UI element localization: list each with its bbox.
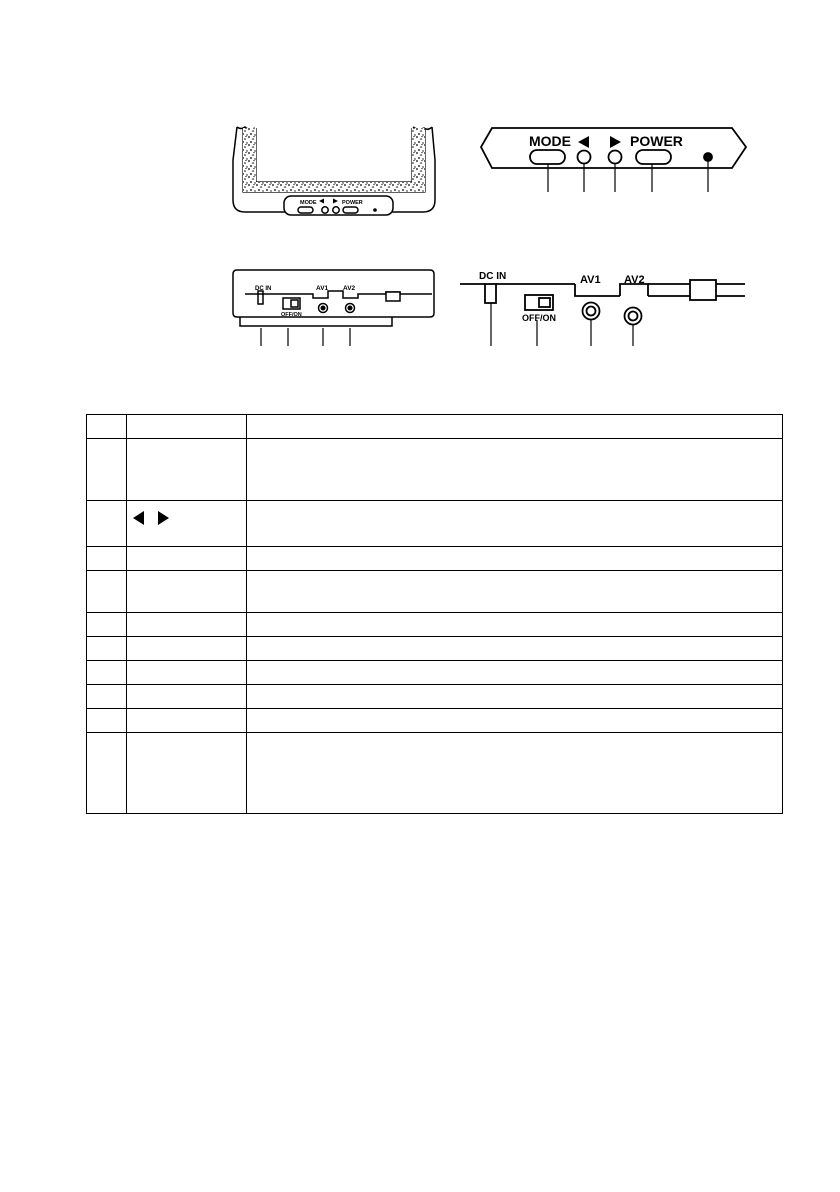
table-row: [87, 709, 783, 733]
table-cell-num: [87, 685, 127, 709]
table-cell-desc: [247, 547, 783, 571]
table-row: [87, 685, 783, 709]
small-power-label: POWER: [342, 200, 363, 206]
table-cell-name: [127, 733, 247, 814]
front-view-small: [233, 127, 435, 215]
large-power-label: POWER: [630, 133, 683, 149]
table-cell-name: [127, 613, 247, 637]
table-row: [87, 613, 783, 637]
triangle-left-icon: [133, 511, 144, 525]
mode-button[interactable]: [530, 150, 565, 164]
device-diagrams: [0, 0, 840, 400]
table-cell-name: [127, 439, 247, 501]
table-row: [87, 415, 783, 439]
table-cell-desc: [247, 439, 783, 501]
right-button[interactable]: [609, 151, 622, 164]
large-av1-label: AV1: [580, 274, 601, 286]
small-av2-label: AV2: [343, 285, 356, 292]
diagram-area: [0, 0, 840, 400]
table-cell-num: [87, 709, 127, 733]
power-button[interactable]: [636, 150, 671, 164]
controls-table: [86, 414, 783, 814]
dc-in-jack[interactable]: [485, 284, 496, 303]
table-cell-num: [87, 571, 127, 613]
triangle-right-icon: [158, 511, 169, 525]
table-cell-desc: [247, 571, 783, 613]
table-cell-num: [87, 613, 127, 637]
table-cell-num: [87, 415, 127, 439]
indicator-led: [704, 153, 712, 161]
table-cell-num: [87, 661, 127, 685]
table-cell-desc: [247, 613, 783, 637]
table-cell-name: [127, 637, 247, 661]
small-switch-label: OFF/ON: [281, 312, 302, 318]
table-row: [87, 733, 783, 814]
large-av2-label: AV2: [624, 274, 645, 286]
table-cell-num: [87, 637, 127, 661]
large-dc-in-label: DC IN: [479, 271, 507, 282]
small-mode-label: MODE: [300, 200, 317, 206]
table-cell-name: [127, 415, 247, 439]
table-row: [87, 571, 783, 613]
table-row: [87, 661, 783, 685]
large-mode-label: MODE: [529, 133, 571, 149]
table-cell-desc: [247, 733, 783, 814]
large-left-arrow-icon: [578, 136, 589, 148]
table-row: [87, 501, 783, 547]
small-dc-in-label: DC IN: [255, 286, 272, 292]
table-cell-desc: [247, 685, 783, 709]
side-panel-large: [460, 280, 745, 346]
table-cell-name: [127, 709, 247, 733]
table-cell-name: [127, 501, 247, 547]
table-cell-desc: [247, 501, 783, 547]
table-cell-num: [87, 547, 127, 571]
table-cell-desc: [247, 709, 783, 733]
side-view-small: [233, 270, 434, 346]
large-right-arrow-icon: [610, 136, 621, 148]
small-av1-label: AV1: [316, 285, 329, 292]
left-button[interactable]: [578, 151, 591, 164]
table-cell-name: [127, 661, 247, 685]
table-cell-desc: [247, 637, 783, 661]
table-row: [87, 637, 783, 661]
large-switch-label: OFF/ON: [522, 313, 556, 323]
table-cell-num: [87, 733, 127, 814]
table-cell-num: [87, 439, 127, 501]
table-cell-name: [127, 571, 247, 613]
table-row: [87, 547, 783, 571]
table-row: [87, 439, 783, 501]
av1-jack[interactable]: [583, 303, 600, 320]
av2-jack[interactable]: [625, 308, 642, 325]
table-cell-desc: [247, 415, 783, 439]
table-cell-name: [127, 685, 247, 709]
table-cell-num: [87, 501, 127, 547]
table-cell-desc: [247, 661, 783, 685]
arrow-buttons-graphic: [133, 505, 169, 528]
table-cell-name: [127, 547, 247, 571]
front-panel-large: [481, 128, 746, 192]
